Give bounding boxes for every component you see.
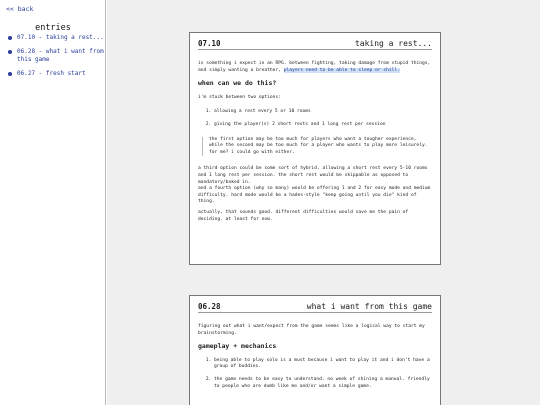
options-list [198, 358, 432, 390]
post-paragraph: and a fourth option (why so many) would be offering 1 and 2 for easy mode and medium difficulty. hard mode would be a hades-style "keep going until you die" kind of thing. [198, 186, 431, 205]
section-heading: when can we do this? [198, 79, 277, 88]
post-intro: figuring out what i want/expect from the game seems like a logical way to start my brainstorming. [198, 324, 425, 336]
list-item: 2. the game needs to be easy to understand. no week of shining a manual. friendly to people who are dumb like me and/or want a simple game. [214, 377, 432, 390]
post-title: what i want from this game [306, 302, 432, 311]
post-header [198, 296, 432, 313]
post-header [198, 33, 432, 50]
post-paragraph: actually, that sounds good. different difficulties would save me the pain of deciding. at least for now. [198, 209, 409, 222]
bullet-icon [8, 36, 12, 40]
entry-label: 06.28 - what i want from this game [17, 48, 104, 63]
bullet-icon [8, 72, 12, 76]
post-paragraph: a third option could be some sort of hybrid. allowing a short rest every 5-10 rooms and 1 long rest per session. the short rest would be skippable as opposed to mandatory/baked in. [198, 166, 428, 185]
entry-label: 06.27 - fresh start [17, 70, 86, 77]
main-content[interactable] [107, 0, 540, 405]
post-title: taking a rest... [354, 39, 432, 48]
entries-list [6, 34, 104, 84]
highlighted-text: players need to be able to sleep or chill. [283, 67, 400, 73]
entries-heading: entries [35, 23, 71, 33]
sidebar [0, 0, 106, 405]
blockquote: the first option may be too much for players who want a tougher experience, while the second may be too much for a player who wants to play more leisurely. for me? i could go with either. [202, 137, 432, 157]
back-link[interactable]: << back [6, 5, 34, 13]
post-body [198, 313, 432, 390]
list-item: 2. giving the player(s) 2 short rests and 1 long rest per session [214, 122, 432, 129]
bullet-icon [8, 50, 12, 54]
post-card [189, 295, 441, 405]
post-intro [198, 61, 432, 74]
list-item: 1. being able to play solo is a must because i want to play it and i don't have a group of buddies. [214, 358, 432, 371]
entry-label: 07.10 - taking a rest... [17, 34, 104, 41]
intro-text: is something i expect in an RPG. between fighting, taking damage from stupid things, and simply wanting a breather, [198, 61, 431, 73]
options-list [198, 109, 432, 128]
post-date: 06.28 [198, 302, 221, 311]
entry-link-0628[interactable] [6, 48, 104, 64]
post-date: 07.10 [198, 39, 221, 48]
entry-link-0627[interactable] [6, 70, 104, 78]
post-body [198, 50, 432, 223]
list-item: 1. allowing a rest every 5 or 10 rooms [214, 109, 432, 116]
post-lead: i'm stuck between two options: [198, 94, 281, 100]
section-heading: gameplay + mechanics [198, 342, 277, 351]
post-card [189, 32, 441, 265]
entry-link-0710[interactable] [6, 34, 104, 42]
